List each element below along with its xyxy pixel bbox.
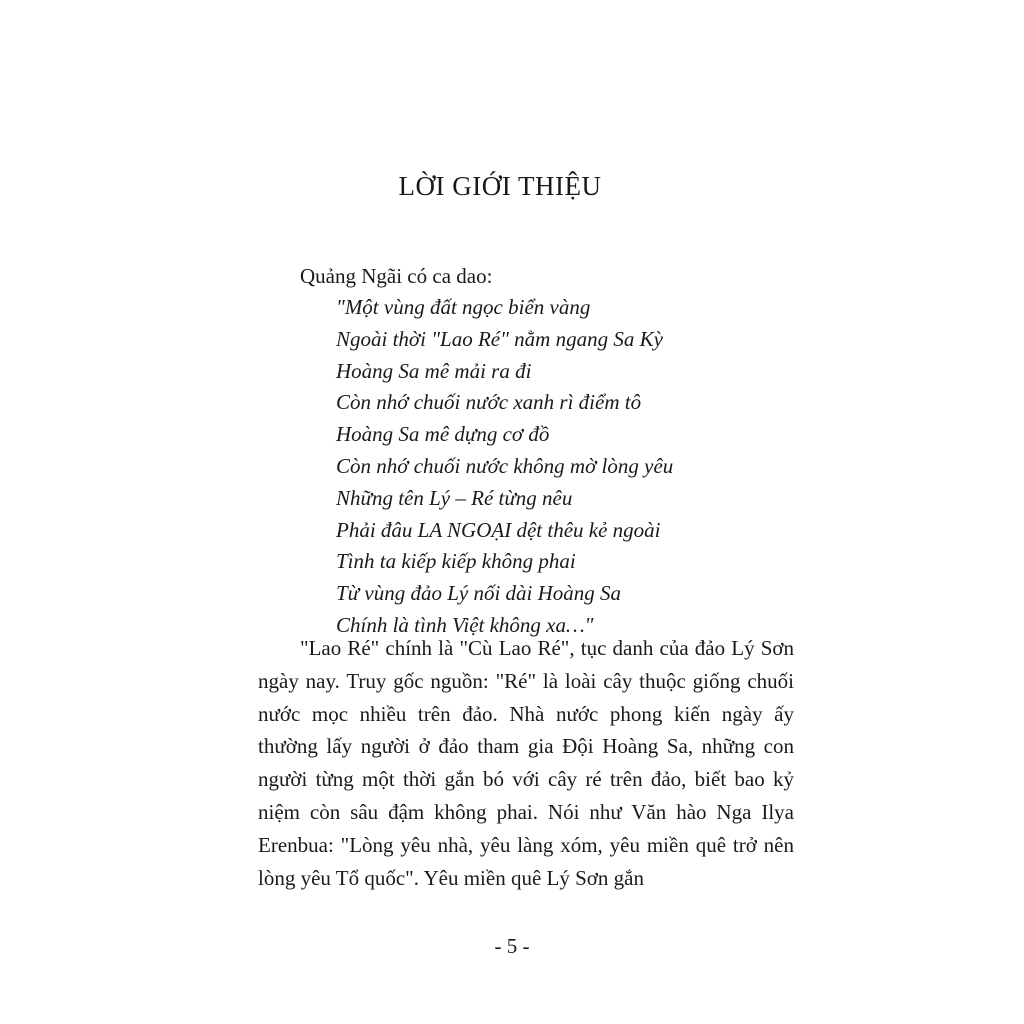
page-number: - 5 -	[494, 934, 530, 958]
poem-line: Hoàng Sa mê dựng cơ đồ	[336, 422, 550, 447]
poem-line: Hoàng Sa mê mải ra đi	[336, 358, 532, 383]
poem-line: Còn nhớ chuối nước xanh rì điểm tô	[336, 390, 642, 415]
poem-line: "Một vùng đất ngọc biển vàng	[336, 295, 591, 319]
page-title: LỜI GIỚI THIỆU	[398, 171, 602, 201]
poem-line: Còn nhớ chuối nước không mờ lòng yêu	[336, 453, 674, 478]
poem-line: Tình ta kiếp kiếp không phai	[336, 549, 576, 574]
poem-line: Ngoài thời "Lao Ré" nằm ngang Sa Kỳ	[336, 326, 663, 351]
poem-line: Những tên Lý – Ré từng nêu	[336, 485, 573, 510]
poem-line: Phải đâu LA NGOẠI dệt thêu kẻ ngoài	[336, 517, 661, 542]
poem-line: Chính là tình Việt không xa…"	[336, 612, 594, 637]
body-paragraph: "Lao Ré" chính là "Cù Lao Ré", tục danh của đảo Lý Sơn ngày nay. Truy gốc nguồn: "Ré" là loài cây thuộc giống chuối nước mọc nhiều trên đảo. Nhà nước phong kiến ngày ấy thường lấy người ở đảo tham gia Đội Hoàng Sa, những con người từng một thời gắn bó với cây ré trên đảo, biết bao kỷ niệm còn sâu đậm không phai. Nói như Văn hào Nga Ilya Erenbua: "Lòng yêu nhà, yêu làng xóm, yêu miền quê trở nên lòng yêu Tổ quốc". Yêu miền quê Lý Sơn gắn	[258, 636, 794, 890]
poem-line: Từ vùng đảo Lý nối dài Hoàng Sa	[336, 581, 622, 606]
intro-line: Quảng Ngãi có ca dao:	[300, 264, 493, 288]
poem-block	[336, 292, 673, 642]
